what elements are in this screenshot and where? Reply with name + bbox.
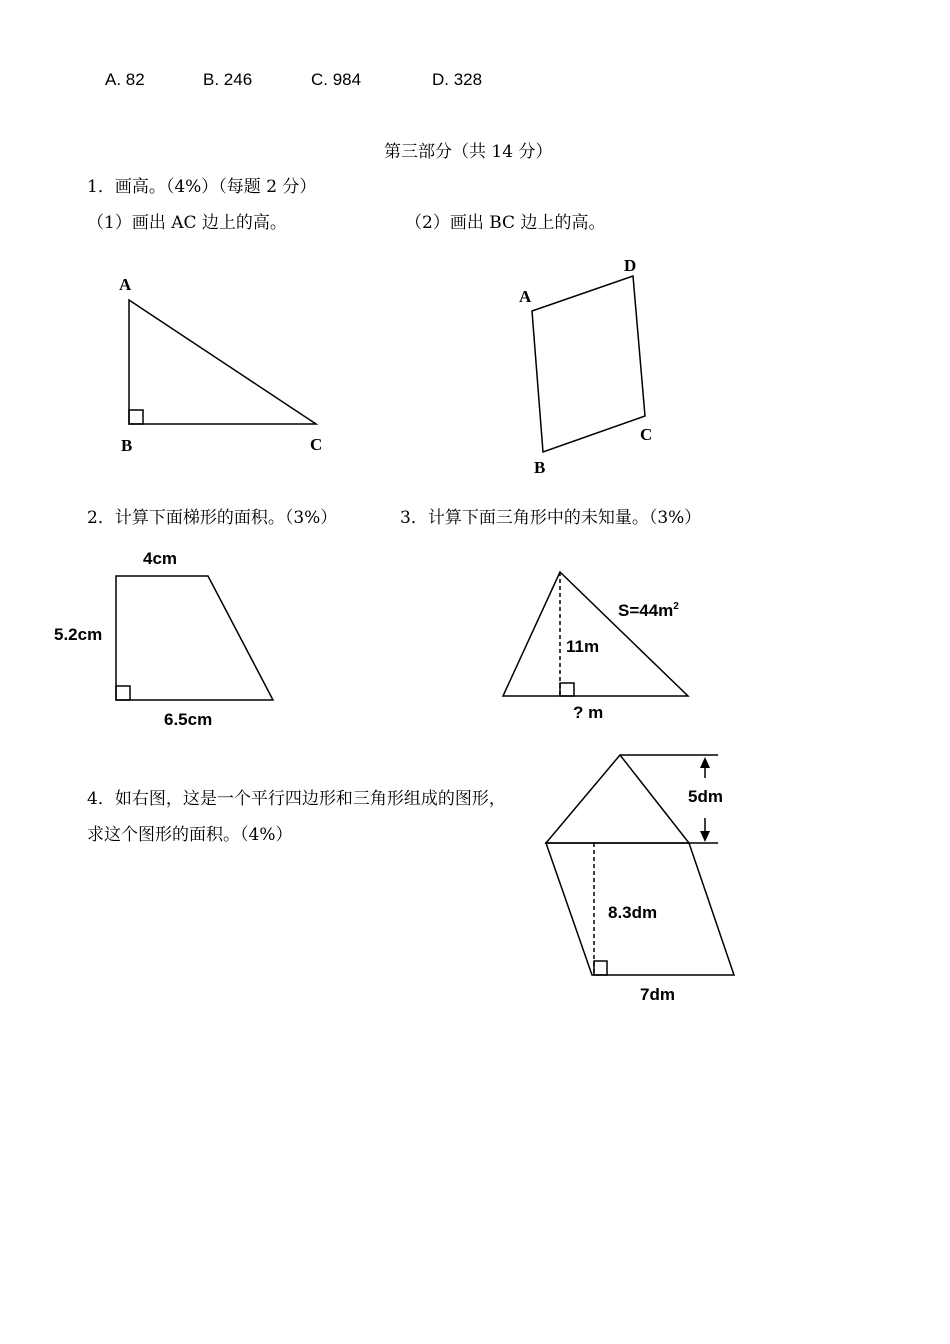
section-title: 第三部分（共 14 分） — [384, 142, 553, 162]
q4-line1: 4．如右图，这是一个平行四边形和三角形组成的图形， — [87, 789, 506, 809]
fig1-label-b: B — [121, 436, 133, 455]
fig3-right-angle-mark — [116, 686, 130, 700]
fig5-para-height-dim: 8.3dm — [608, 903, 658, 922]
q3-title: 3．计算下面三角形中的未知量。（3%） — [400, 508, 702, 528]
fig1-right-angle-mark — [129, 410, 143, 424]
fig4-height-dim: 11m — [566, 637, 600, 656]
fig2-label-d: D — [624, 256, 637, 275]
option-b: B. 246 — [203, 70, 253, 89]
fig3-bottom-dim: 6.5cm — [164, 710, 213, 729]
fig5-right-angle-mark — [594, 961, 607, 975]
fig5-arrow-up-head — [700, 757, 710, 768]
q1-sub1: （1）画出 AC 边上的高。 — [87, 213, 287, 233]
fig5-top-triangle — [546, 755, 689, 843]
fig3-trapezoid — [116, 576, 273, 700]
fig4-triangle — [503, 572, 688, 696]
option-c: C. 984 — [311, 70, 362, 89]
fig3-top-dim: 4cm — [143, 549, 178, 568]
option-a: A. 82 — [105, 70, 145, 89]
q4-line2: 求这个图形的面积。（4%） — [87, 825, 293, 845]
fig4-right-angle-mark — [560, 683, 574, 696]
fig2-label-b: B — [534, 458, 546, 477]
fig4-area-dim: $S=44m^2$ — [618, 601, 679, 620]
fig1-right-triangle — [129, 300, 316, 424]
fig2-label-c: C — [640, 425, 653, 444]
fig5-tri-height-dim: 5dm — [688, 787, 723, 806]
fig4-base-dim: ? m — [573, 703, 604, 722]
option-d: D. 328 — [432, 70, 483, 89]
fig3-height-dim: 5.2cm — [54, 625, 103, 644]
fig5-arrow-down-head — [700, 831, 710, 842]
fig1-label-a: A — [119, 275, 132, 294]
fig1-label-c: C — [310, 435, 323, 454]
fig2-label-a: A — [519, 287, 532, 306]
q1-sub2: （2）画出 BC 边上的高。 — [405, 213, 606, 233]
q2-title: 2．计算下面梯形的面积。（3%） — [87, 508, 338, 528]
fig5-base-dim: 7dm — [640, 985, 675, 1004]
fig2-parallelogram — [532, 276, 645, 452]
q1-title: 1．画高。（4%）（每题 2 分） — [87, 177, 317, 197]
